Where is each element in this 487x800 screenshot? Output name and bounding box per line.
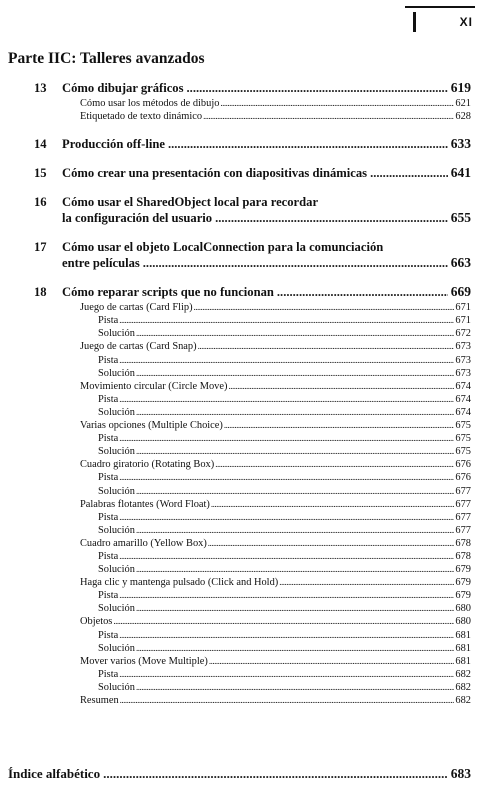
section-entry-title: Cuadro giratorio (Rotating Box) xyxy=(80,459,215,471)
part-title: Parte IIC: Talleres avanzados xyxy=(8,50,205,67)
subsection-entry-page: 681 xyxy=(455,629,471,641)
subsection-entry-page: 673 xyxy=(455,354,471,366)
subsection-entry-title: Solución xyxy=(98,328,135,340)
leader-dots xyxy=(136,681,454,694)
leader-dots xyxy=(136,524,454,537)
section-entry-title: Palabras flotantes (Word Float) xyxy=(80,498,210,510)
leader-dots xyxy=(119,511,454,524)
subsection-entry-title: Solución xyxy=(98,485,135,497)
chapter-title-line[interactable] xyxy=(0,194,487,210)
section-entry-title: Juego de cartas (Card Snap) xyxy=(80,341,197,353)
subsection-entry-page: 679 xyxy=(455,590,471,602)
leader-dots xyxy=(119,314,454,327)
subsection-entry-title: Solución xyxy=(98,603,135,615)
subsection-entry-title: Pista xyxy=(98,511,119,523)
chapter-row[interactable] xyxy=(0,80,487,96)
leader-dots xyxy=(136,406,454,419)
subsection-entry[interactable] xyxy=(0,354,487,367)
leader-dots xyxy=(136,367,454,380)
chapter-number: 16 xyxy=(34,195,47,210)
section-entry-page: 681 xyxy=(455,655,471,667)
subsection-entry[interactable] xyxy=(0,550,487,563)
leader-dots xyxy=(194,301,455,314)
section-entry-page: 671 xyxy=(455,302,471,314)
chapter-number: 15 xyxy=(34,166,47,181)
subsection-entry[interactable] xyxy=(0,589,487,602)
leader-dots xyxy=(119,432,454,445)
leader-dots xyxy=(228,380,454,393)
subsection-entry-title: Solución xyxy=(98,367,135,379)
section-entry-title: Resumen xyxy=(80,695,119,706)
chapter-row[interactable] xyxy=(0,165,487,181)
section-entry-title: Haga clic y mantenga pulsado (Click and Hold) xyxy=(80,577,279,589)
chapter-title-cont: entre películas xyxy=(62,256,140,271)
chapter-page: 669 xyxy=(450,284,471,300)
leader-dots xyxy=(136,642,454,655)
leader-dots xyxy=(168,136,448,152)
section-entry-title: Cuadro amarillo (Yellow Box) xyxy=(80,537,207,549)
leader-dots xyxy=(209,655,455,668)
subsection-entry[interactable] xyxy=(0,367,487,380)
subsection-entry-title: Pista xyxy=(98,629,119,641)
subsection-entry[interactable] xyxy=(0,393,487,406)
subsection-entry-title: Solución xyxy=(98,446,135,458)
subsection-entry-title: Solución xyxy=(98,642,135,654)
subsection-entry-title: Pista xyxy=(98,354,119,366)
section-entry[interactable] xyxy=(0,655,487,668)
leader-dots xyxy=(215,458,454,471)
leader-dots xyxy=(208,537,455,550)
chapter-title: Cómo crear una presentación con diapositivas dinámicas xyxy=(62,166,368,181)
section-entry-title: Movimiento circular (Circle Move) xyxy=(80,380,228,392)
index-title: Índice alfabético xyxy=(8,766,101,781)
subsection-entry-title: Pista xyxy=(98,668,119,680)
subsection-entry-page: 677 xyxy=(455,485,471,497)
chapter-entry xyxy=(0,165,487,181)
subsection-entry-title: Solución xyxy=(98,564,135,576)
section-entry-page: 680 xyxy=(455,616,471,628)
subsection-entry-title: Pista xyxy=(98,433,119,445)
leader-dots xyxy=(277,284,448,300)
table-of-contents xyxy=(0,80,487,720)
subsection-entry-title: Solución xyxy=(98,406,135,418)
chapter-title: Cómo usar el objeto LocalConnection para la comunciación xyxy=(62,240,384,255)
leader-dots xyxy=(136,445,454,458)
chapter-page: 663 xyxy=(450,255,471,271)
chapter-row[interactable] xyxy=(0,255,487,271)
chapter-page: 641 xyxy=(450,165,471,181)
chapter-title-line[interactable] xyxy=(0,239,487,255)
section-list xyxy=(0,97,487,123)
section-entry-page: 673 xyxy=(455,341,471,353)
chapter-row[interactable] xyxy=(0,284,487,300)
section-entry[interactable] xyxy=(0,110,487,123)
subsection-entry[interactable] xyxy=(0,432,487,445)
subsection-entry[interactable] xyxy=(0,668,487,681)
leader-dots xyxy=(187,80,448,96)
subsection-entry[interactable] xyxy=(0,642,487,655)
leader-dots xyxy=(279,576,454,589)
subsection-entry-page: 677 xyxy=(455,524,471,536)
chapter-entry xyxy=(0,136,487,152)
subsection-entry-page: 676 xyxy=(455,472,471,484)
leader-dots xyxy=(119,629,454,642)
chapter-entry xyxy=(0,194,487,226)
section-entry-title: Mover varios (Move Multiple) xyxy=(80,655,208,667)
header-rule xyxy=(413,12,416,32)
chapter-entry xyxy=(0,284,487,707)
leader-dots xyxy=(136,563,454,576)
section-entry[interactable] xyxy=(0,498,487,511)
section-entry-page: 675 xyxy=(455,420,471,432)
subsection-entry-page: 673 xyxy=(455,367,471,379)
section-entry[interactable] xyxy=(0,301,487,314)
subsection-entry[interactable] xyxy=(0,471,487,484)
chapter-entry xyxy=(0,80,487,123)
subsection-entry-page: 682 xyxy=(455,681,471,693)
leader-dots xyxy=(119,668,454,681)
section-entry-title: Objetos xyxy=(80,616,113,628)
page-number: XI xyxy=(459,15,473,29)
section-entry[interactable] xyxy=(0,380,487,393)
chapter-number: 14 xyxy=(34,137,47,152)
chapter-title: Cómo usar el SharedObject local para recordar xyxy=(62,195,319,210)
subsection-entry[interactable] xyxy=(0,314,487,327)
leader-dots xyxy=(224,419,455,432)
chapter-number: 17 xyxy=(34,240,47,255)
subsection-entry[interactable] xyxy=(0,681,487,694)
section-entry-page: 676 xyxy=(455,459,471,471)
chapter-entry xyxy=(0,239,487,271)
leader-dots xyxy=(220,97,454,110)
leader-dots xyxy=(119,550,454,563)
leader-dots xyxy=(136,602,454,615)
chapter-row[interactable] xyxy=(0,136,487,152)
section-entry-page: 679 xyxy=(455,577,471,589)
leader-dots xyxy=(211,498,455,511)
chapter-number: 18 xyxy=(34,285,47,300)
subsection-entry[interactable] xyxy=(0,406,487,419)
leader-dots xyxy=(120,694,455,707)
leader-dots xyxy=(113,615,454,628)
subsection-entry-page: 674 xyxy=(455,393,471,405)
section-entry-title: Varias opciones (Multiple Choice) xyxy=(80,420,223,432)
subsection-entry[interactable] xyxy=(0,563,487,576)
section-entry[interactable] xyxy=(0,458,487,471)
chapter-page: 655 xyxy=(450,210,471,226)
section-entry-title: Juego de cartas (Card Flip) xyxy=(80,302,193,314)
chapter-title: Cómo reparar scripts que no funcionan xyxy=(62,285,274,300)
subsection-entry-page: 677 xyxy=(455,511,471,523)
leader-dots xyxy=(143,255,448,271)
subsection-entry-page: 679 xyxy=(455,564,471,576)
section-entry-page: 678 xyxy=(455,537,471,549)
leader-dots xyxy=(119,393,454,406)
section-entry-page: 621 xyxy=(455,98,471,109)
subsection-entry[interactable] xyxy=(0,602,487,615)
subsection-entry-title: Pista xyxy=(98,393,119,405)
subsection-entry-page: 675 xyxy=(455,433,471,445)
subsection-entry-title: Pista xyxy=(98,472,119,484)
chapter-number: 13 xyxy=(34,81,47,95)
subsection-entry-page: 682 xyxy=(455,668,471,680)
chapter-title: Cómo dibujar gráficos xyxy=(62,81,184,95)
subsection-entry[interactable] xyxy=(0,629,487,642)
section-entry-page: 677 xyxy=(455,498,471,510)
leader-dots xyxy=(203,110,454,123)
subsection-entry-page: 671 xyxy=(455,315,471,327)
section-entry-page: 682 xyxy=(455,695,471,706)
leader-dots xyxy=(198,340,455,353)
subsection-entry-title: Pista xyxy=(98,315,119,327)
chapter-title: Producción off-line xyxy=(62,137,165,152)
subsection-entry-title: Pista xyxy=(98,550,119,562)
index-entry[interactable] xyxy=(8,766,471,782)
subsection-entry-page: 678 xyxy=(455,550,471,562)
section-entry-title: Etiquetado de texto dinámico xyxy=(80,111,203,123)
leader-dots xyxy=(136,327,454,340)
subsection-entry[interactable] xyxy=(0,327,487,340)
chapter-page: 633 xyxy=(450,136,471,152)
section-entry[interactable] xyxy=(0,694,487,707)
section-entry[interactable] xyxy=(0,615,487,628)
subsection-entry-title: Pista xyxy=(98,590,119,602)
leader-dots xyxy=(103,766,448,782)
subsection-entry-page: 680 xyxy=(455,603,471,615)
leader-dots xyxy=(119,589,454,602)
section-entry[interactable] xyxy=(0,576,487,589)
subsection-entry[interactable] xyxy=(0,445,487,458)
subsection-entry[interactable] xyxy=(0,524,487,537)
chapter-row[interactable] xyxy=(0,210,487,226)
section-entry[interactable] xyxy=(0,97,487,110)
index-page: 683 xyxy=(450,766,471,781)
section-entry[interactable] xyxy=(0,340,487,353)
subsection-entry-page: 681 xyxy=(455,642,471,654)
section-entry-page: 674 xyxy=(455,380,471,392)
subsection-entry-page: 672 xyxy=(455,328,471,340)
leader-dots xyxy=(215,210,448,226)
subsection-entry[interactable] xyxy=(0,511,487,524)
subsection-entry-title: Solución xyxy=(98,524,135,536)
leader-dots xyxy=(136,485,454,498)
section-list xyxy=(0,301,487,707)
section-entry[interactable] xyxy=(0,419,487,432)
leader-dots xyxy=(370,165,448,181)
subsection-entry-page: 674 xyxy=(455,406,471,418)
leader-dots xyxy=(119,471,454,484)
section-entry[interactable] xyxy=(0,537,487,550)
leader-dots xyxy=(119,354,454,367)
running-header xyxy=(405,6,475,34)
section-entry-title: Cómo usar los métodos de dibujo xyxy=(80,98,220,109)
chapter-title-cont: la configuración del usuario xyxy=(62,211,213,226)
subsection-entry-title: Solución xyxy=(98,681,135,693)
subsection-entry-page: 675 xyxy=(455,446,471,458)
chapter-page: 619 xyxy=(450,80,471,95)
subsection-entry[interactable] xyxy=(0,485,487,498)
section-entry-page: 628 xyxy=(455,111,471,123)
